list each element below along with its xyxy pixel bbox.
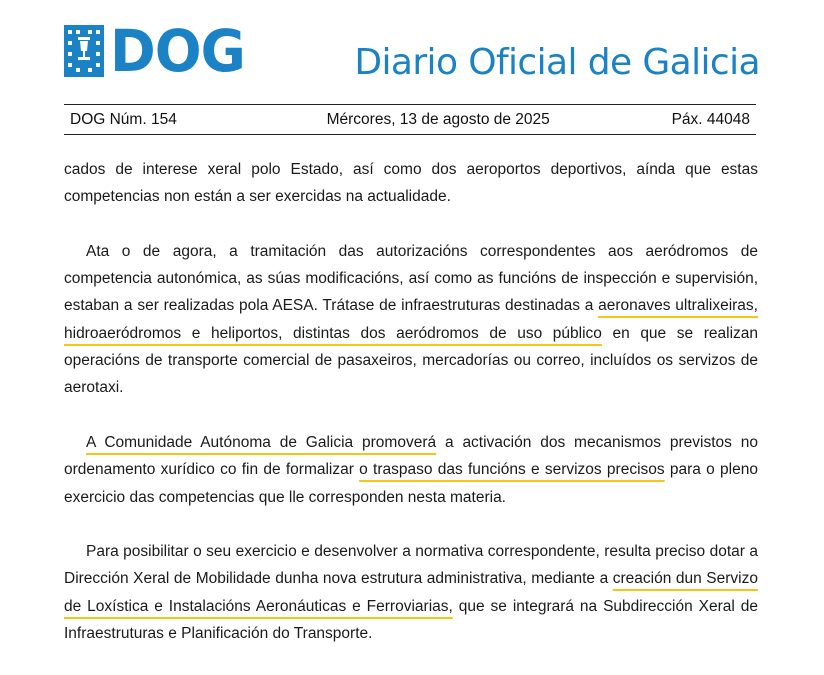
page-number: Páx. 44048 [671, 111, 750, 128]
text-segment: Para posibilitar o seu exercicio e desenvolver a normativa correspondente, resulta preciso dotar a Dirección Xeral de Mobilidade dunha nova estrutura administrativa, mediante a [64, 543, 758, 588]
highlighted-text: A Comunidade Autónoma de Galicia promoverá [86, 433, 437, 451]
text-segment: cados de interese xeral polo Estado, así como dos aeroportos deportivos, aínda que estas competencias non están a ser exercidas na actualidade. [64, 161, 758, 206]
issue-header [70, 109, 750, 131]
highlighted-text: o traspaso das funcións e servizos precisos [359, 461, 665, 479]
text-segment: en que se realizan operacións de transporte comercial de pasaxeiros, mercadorías ou correo, incluídos os servizos de aerotaxi. [64, 324, 758, 397]
masthead-title: Diario Oficial de Galicia [354, 42, 760, 83]
text-segment: que se integrará na Subdirección Xeral de Infraestruturas e Planificación do Transporte. [64, 597, 758, 643]
highlighted-text: aeronaves ultralixeiras, hidroaeródromos e heliportos, distintas dos aeródromos de uso público [64, 297, 758, 342]
issue-date: Mércores, 13 de agosto de 2025 [326, 111, 550, 128]
galicia-shield-icon [64, 25, 104, 77]
paragraph [64, 156, 758, 211]
header-rule-bottom [64, 134, 756, 135]
header-rule-top [64, 104, 756, 105]
dog-logo [64, 17, 252, 85]
issue-number: DOG Núm. 154 [70, 111, 177, 128]
text-segment: para o pleno exercicio das competencias que lle corresponden nesta materia. [64, 461, 758, 506]
highlighted-text: creación dun Servizo de Loxística e Instalacións Aeronáuticas e Ferroviarias, [64, 570, 758, 615]
logo-text: DOG [110, 17, 245, 85]
text-segment: a activación dos mecanismos previstos no ordenamento xurídico co fin de formalizar [64, 433, 758, 479]
document-body [64, 156, 758, 675]
paragraph [64, 429, 758, 511]
paragraph [64, 538, 758, 647]
paragraph [64, 238, 758, 402]
text-segment: Ata o de agora, a tramitación das autorizacións correspondentes aos aeródromos de competencia autonómica, as súas modificacións, así como as funcións de inspección e supervisión, estaban a ser realizadas pola AESA. Trátase de infraestruturas destinadas a [64, 242, 758, 315]
